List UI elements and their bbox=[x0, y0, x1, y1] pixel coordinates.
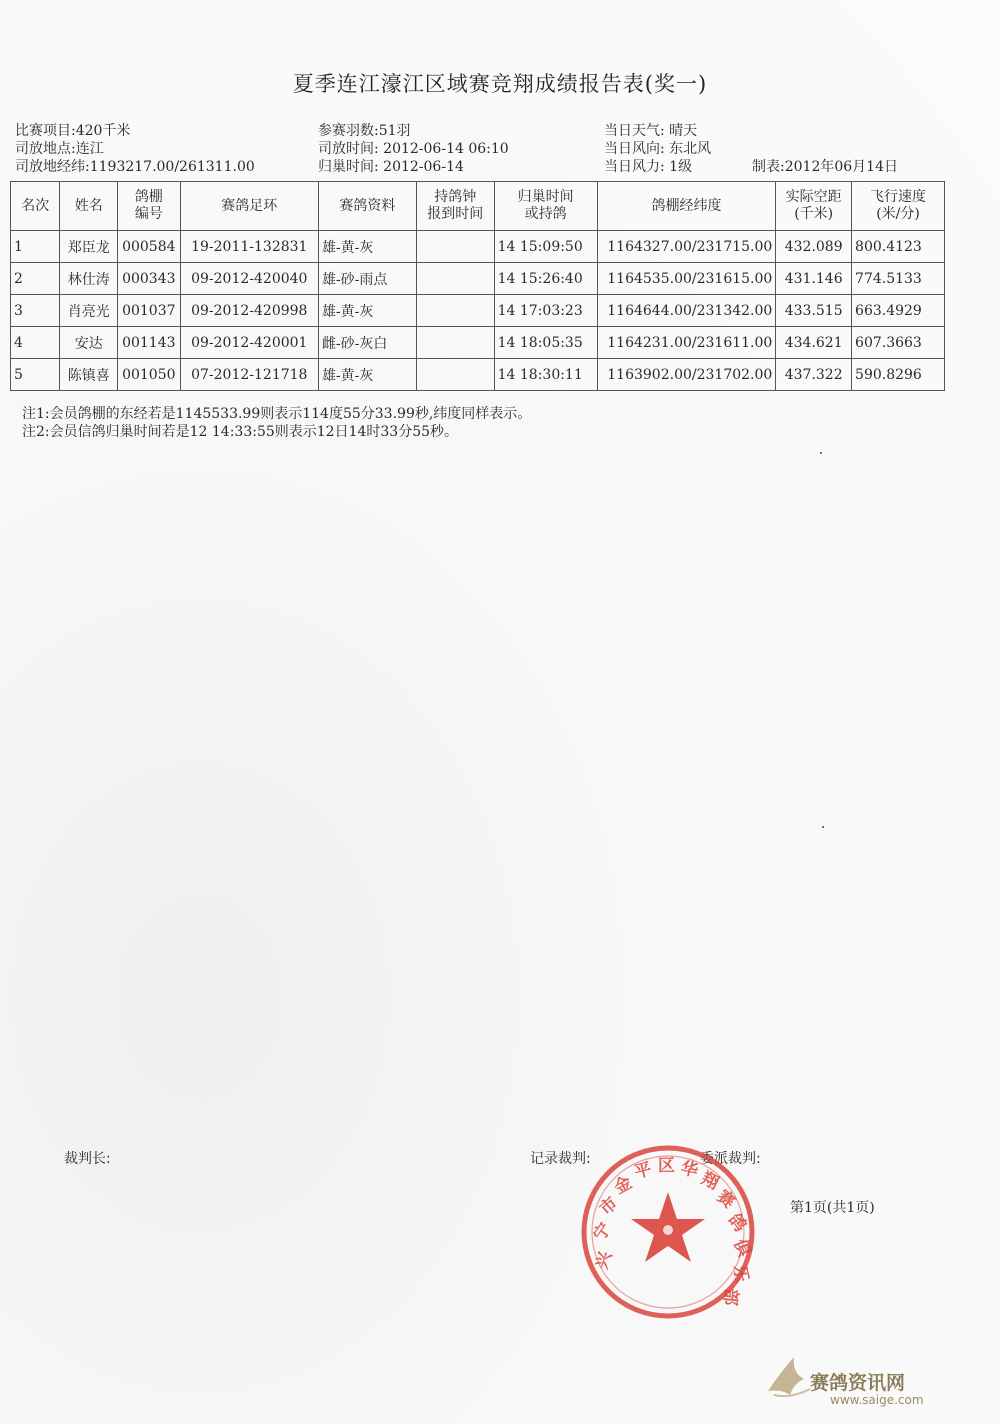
svg-text:翔: 翔 bbox=[697, 1168, 722, 1194]
note-2: 注2:会员信鸽归巢时间若是12 14:33:55则表示12日14时33分55秒。 bbox=[22, 424, 459, 440]
header-distance: 实际空距 (千米) bbox=[776, 182, 852, 231]
table-row bbox=[11, 263, 945, 295]
header-return-time: 归巢时间 或持鸽 bbox=[494, 182, 597, 231]
cell-speed: 663.4929 bbox=[852, 295, 945, 327]
appointed-judge-label: 委派裁判: bbox=[700, 1151, 761, 1167]
cell-pigeon-info: 雌-砂-灰白 bbox=[318, 327, 416, 359]
header-loft-id: 鸽棚 编号 bbox=[118, 182, 181, 231]
cell-ring: 19-2011-132831 bbox=[180, 231, 318, 263]
cell-name: 郑臣龙 bbox=[60, 231, 118, 263]
scan-speck bbox=[820, 452, 822, 454]
chief-judge-label: 裁判长: bbox=[64, 1151, 111, 1167]
cell-distance: 434.621 bbox=[776, 327, 852, 359]
meta-release-coords: 司放地经纬:1193217.00/261311.00 bbox=[15, 159, 255, 175]
cell-clock-time bbox=[416, 327, 494, 359]
header-pigeon-info: 赛鸽资料 bbox=[318, 182, 416, 231]
cell-speed: 607.3663 bbox=[852, 327, 945, 359]
table-row bbox=[11, 231, 945, 263]
table-row bbox=[11, 295, 945, 327]
cell-distance: 433.515 bbox=[776, 295, 852, 327]
svg-text:乐: 乐 bbox=[729, 1263, 752, 1284]
cell-distance: 432.089 bbox=[776, 231, 852, 263]
cell-pigeon-info: 雄-黄-灰 bbox=[318, 295, 416, 327]
meta-wind-force: 当日风力: 1级 bbox=[604, 159, 693, 175]
meta-release-place: 司放地点:连江 bbox=[15, 141, 104, 157]
cell-name: 安达 bbox=[60, 327, 118, 359]
cell-clock-time bbox=[416, 263, 494, 295]
cell-clock-time bbox=[416, 231, 494, 263]
cell-rank: 3 bbox=[11, 295, 60, 327]
meta-made-on: 制表:2012年06月14日 bbox=[752, 159, 898, 175]
note-1: 注1:会员鸽棚的东经若是1145533.99则表示114度55分33.99秒,纬度同样表示。 bbox=[22, 406, 532, 422]
cell-ring: 07-2012-121718 bbox=[180, 359, 318, 391]
svg-text:华: 华 bbox=[678, 1158, 700, 1182]
cell-loft-id: 000584 bbox=[118, 231, 181, 263]
recording-judge-label: 记录裁判: bbox=[530, 1151, 591, 1167]
meta-wind-direction: 当日风向: 东北风 bbox=[604, 141, 712, 157]
cell-distance: 431.146 bbox=[776, 263, 852, 295]
cell-ring: 09-2012-420040 bbox=[180, 263, 318, 295]
cell-rank: 5 bbox=[11, 359, 60, 391]
watermark-text: 赛鸽资讯网 bbox=[810, 1372, 906, 1394]
cell-loft-id: 001050 bbox=[118, 359, 181, 391]
notes bbox=[22, 405, 531, 441]
cell-return-time: 14 18:05:35 bbox=[494, 327, 597, 359]
header-loft-coords: 鸽棚经纬度 bbox=[597, 182, 776, 231]
cell-rank: 2 bbox=[11, 263, 60, 295]
cell-loft-coords: 1164644.00/231342.00 bbox=[597, 295, 776, 327]
cell-ring: 09-2012-420998 bbox=[180, 295, 318, 327]
meta-entries: 参赛羽数:51羽 bbox=[318, 123, 411, 139]
cell-clock-time bbox=[416, 295, 494, 327]
svg-text:赛: 赛 bbox=[712, 1186, 739, 1213]
cell-pigeon-info: 雄-砂-雨点 bbox=[318, 263, 416, 295]
header-clock-time: 持鸽钟 报到时间 bbox=[416, 182, 494, 231]
cell-loft-coords: 1164231.00/231611.00 bbox=[597, 327, 776, 359]
cell-loft-id: 001143 bbox=[118, 327, 181, 359]
cell-loft-id: 001037 bbox=[118, 295, 181, 327]
cell-ring: 09-2012-420001 bbox=[180, 327, 318, 359]
cell-loft-coords: 1164327.00/231715.00 bbox=[597, 231, 776, 263]
report-title: 夏季连江濠江区域赛竞翔成绩报告表(奖一) bbox=[292, 72, 708, 96]
cell-loft-coords: 1163902.00/231702.00 bbox=[597, 359, 776, 391]
meta-weather: 当日天气: 晴天 bbox=[604, 123, 698, 139]
meta-event: 比赛项目:420千米 bbox=[15, 123, 131, 139]
cell-pigeon-info: 雄-黄-灰 bbox=[318, 359, 416, 391]
scan-speck bbox=[822, 826, 824, 828]
cell-speed: 774.5133 bbox=[852, 263, 945, 295]
svg-text:鸽: 鸽 bbox=[723, 1210, 751, 1236]
svg-text:金: 金 bbox=[610, 1172, 636, 1199]
cell-loft-coords: 1164535.00/231615.00 bbox=[597, 263, 776, 295]
header-rank: 名次 bbox=[11, 182, 60, 231]
cell-distance: 437.322 bbox=[776, 359, 852, 391]
cell-clock-time bbox=[416, 359, 494, 391]
club-seal-stamp bbox=[578, 1142, 758, 1322]
cell-name: 林仕涛 bbox=[60, 263, 118, 295]
svg-text:部: 部 bbox=[719, 1287, 741, 1307]
svg-text:市: 市 bbox=[595, 1193, 622, 1220]
cell-name: 陈镇喜 bbox=[60, 359, 118, 391]
svg-text:宁: 宁 bbox=[589, 1219, 616, 1245]
meta-return-time: 归巢时间: 2012-06-14 bbox=[318, 159, 464, 175]
watermark-url: www.saige.com bbox=[830, 1393, 924, 1407]
meta-release-time: 司放时间: 2012-06-14 06:10 bbox=[318, 141, 509, 157]
svg-text:区: 区 bbox=[658, 1156, 675, 1176]
cell-speed: 590.8296 bbox=[852, 359, 945, 391]
cell-speed: 800.4123 bbox=[852, 231, 945, 263]
table-row bbox=[11, 359, 945, 391]
cell-rank: 1 bbox=[11, 231, 60, 263]
cell-name: 肖亮光 bbox=[60, 295, 118, 327]
cell-return-time: 14 18:30:11 bbox=[494, 359, 597, 391]
cell-rank: 4 bbox=[11, 327, 60, 359]
header-name: 姓名 bbox=[60, 182, 118, 231]
svg-text:兴: 兴 bbox=[591, 1248, 617, 1272]
page-number: 第1页(共1页) bbox=[790, 1200, 875, 1216]
svg-text:平: 平 bbox=[632, 1159, 654, 1183]
cell-loft-id: 000343 bbox=[118, 263, 181, 295]
cell-return-time: 14 15:09:50 bbox=[494, 231, 597, 263]
results-table bbox=[10, 181, 945, 391]
cell-return-time: 14 15:26:40 bbox=[494, 263, 597, 295]
cell-pigeon-info: 雄-黄-灰 bbox=[318, 231, 416, 263]
table-row bbox=[11, 327, 945, 359]
header-ring: 赛鸽足环 bbox=[180, 182, 318, 231]
cell-return-time: 14 17:03:23 bbox=[494, 295, 597, 327]
header-speed: 飞行速度 (米/分) bbox=[852, 182, 945, 231]
svg-text:俱: 俱 bbox=[729, 1236, 755, 1260]
table-header-row bbox=[11, 182, 945, 231]
